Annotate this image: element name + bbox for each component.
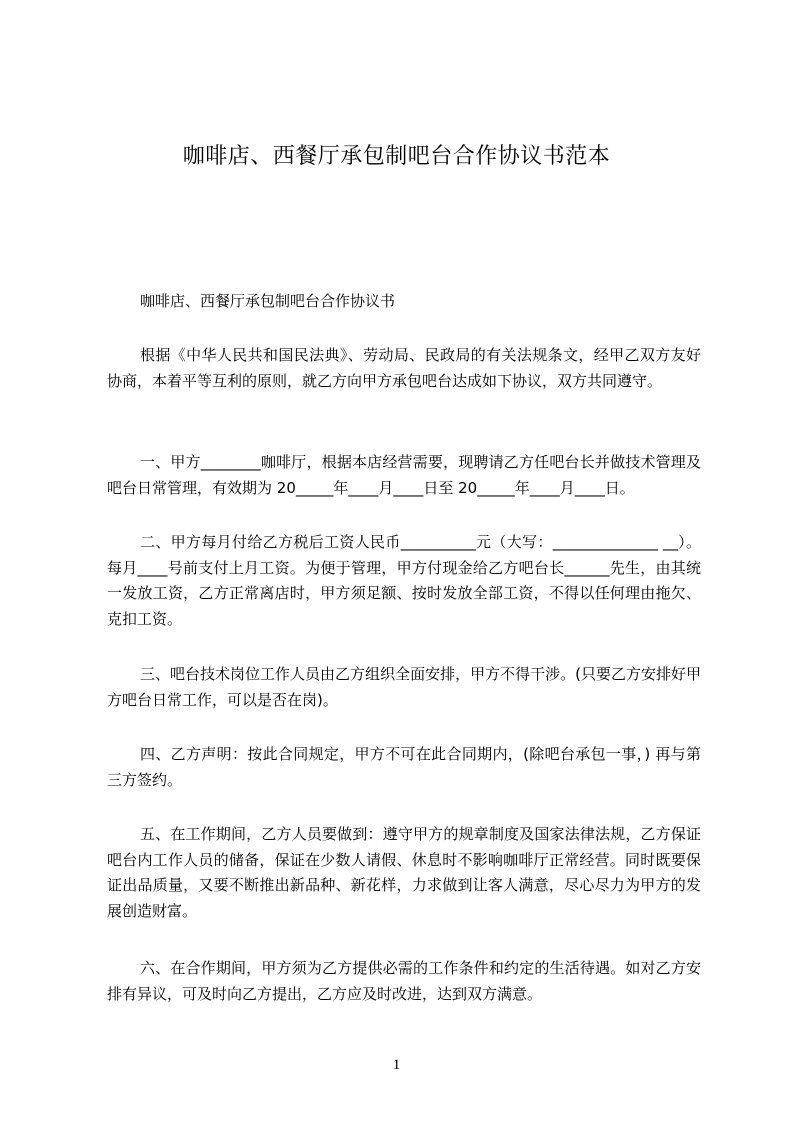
preamble-paragraph: 根据《中华人民共和国民法典》、劳动局、民政局的有关法规条文，经甲乙双方友好协商，本着平等互利的原则，就乙方向甲方承包吧台达成如下协议，双方共同遵守。: [107, 346, 701, 390]
clause-6-paragraph: 六、在合作期间，甲方须为乙方提供必需的工作条件和约定的生活待遇。如对乙方安排有异议，可及时向乙方提出，乙方应及时改进，达到双方满意。: [107, 959, 701, 1003]
page-number: 1: [392, 1057, 401, 1073]
clause-4-paragraph: 四、乙方声明：按此合同规定，甲方不可在此合同期内，(除吧台承包一事，) 再与第三方签约。: [107, 745, 701, 789]
clause-5-paragraph: 五、在工作期间，乙方人员要做到：遵守甲方的规章制度及国家法律法规，乙方保证吧台内工作人员的储备，保证在少数人请假、休息时不影响咖啡厅正常经营。同时既要保证出品质量，又要不断推出新品种、新花样，力求做到让客人满意，尽心尽力为甲方的发展创造财富。: [107, 825, 701, 920]
document-title: 咖啡店、西餐厅承包制吧台合作协议书范本: [182, 144, 611, 169]
clause-1-paragraph: 一、甲方________咖啡厅，根据本店经营需要，现聘请乙方任吧台长并做技术管理及吧台日常管理，有效期为 20_____年____月____日至 20_____年____月____日。: [107, 453, 701, 497]
clause-2-paragraph: 二、甲方每月付给乙方税后工资人民币__________元（大写：______________ __）。每月____号前支付上月工资。为便于管理，甲方付现金给乙方吧台长______先生，由其统一发放工资，乙方正常离店时，甲方须足额、按时发放全部工资，不得以任何理由拖欠、克扣工资。: [107, 533, 701, 628]
agreement-subtitle: 咖啡店、西餐厅承包制吧台合作协议书: [140, 292, 396, 310]
clause-3-paragraph: 三、吧台技术岗位工作人员由乙方组织全面安排，甲方不得干涉。(只要乙方安排好甲方吧台日常工作，可以是否在岗)。: [107, 665, 701, 709]
